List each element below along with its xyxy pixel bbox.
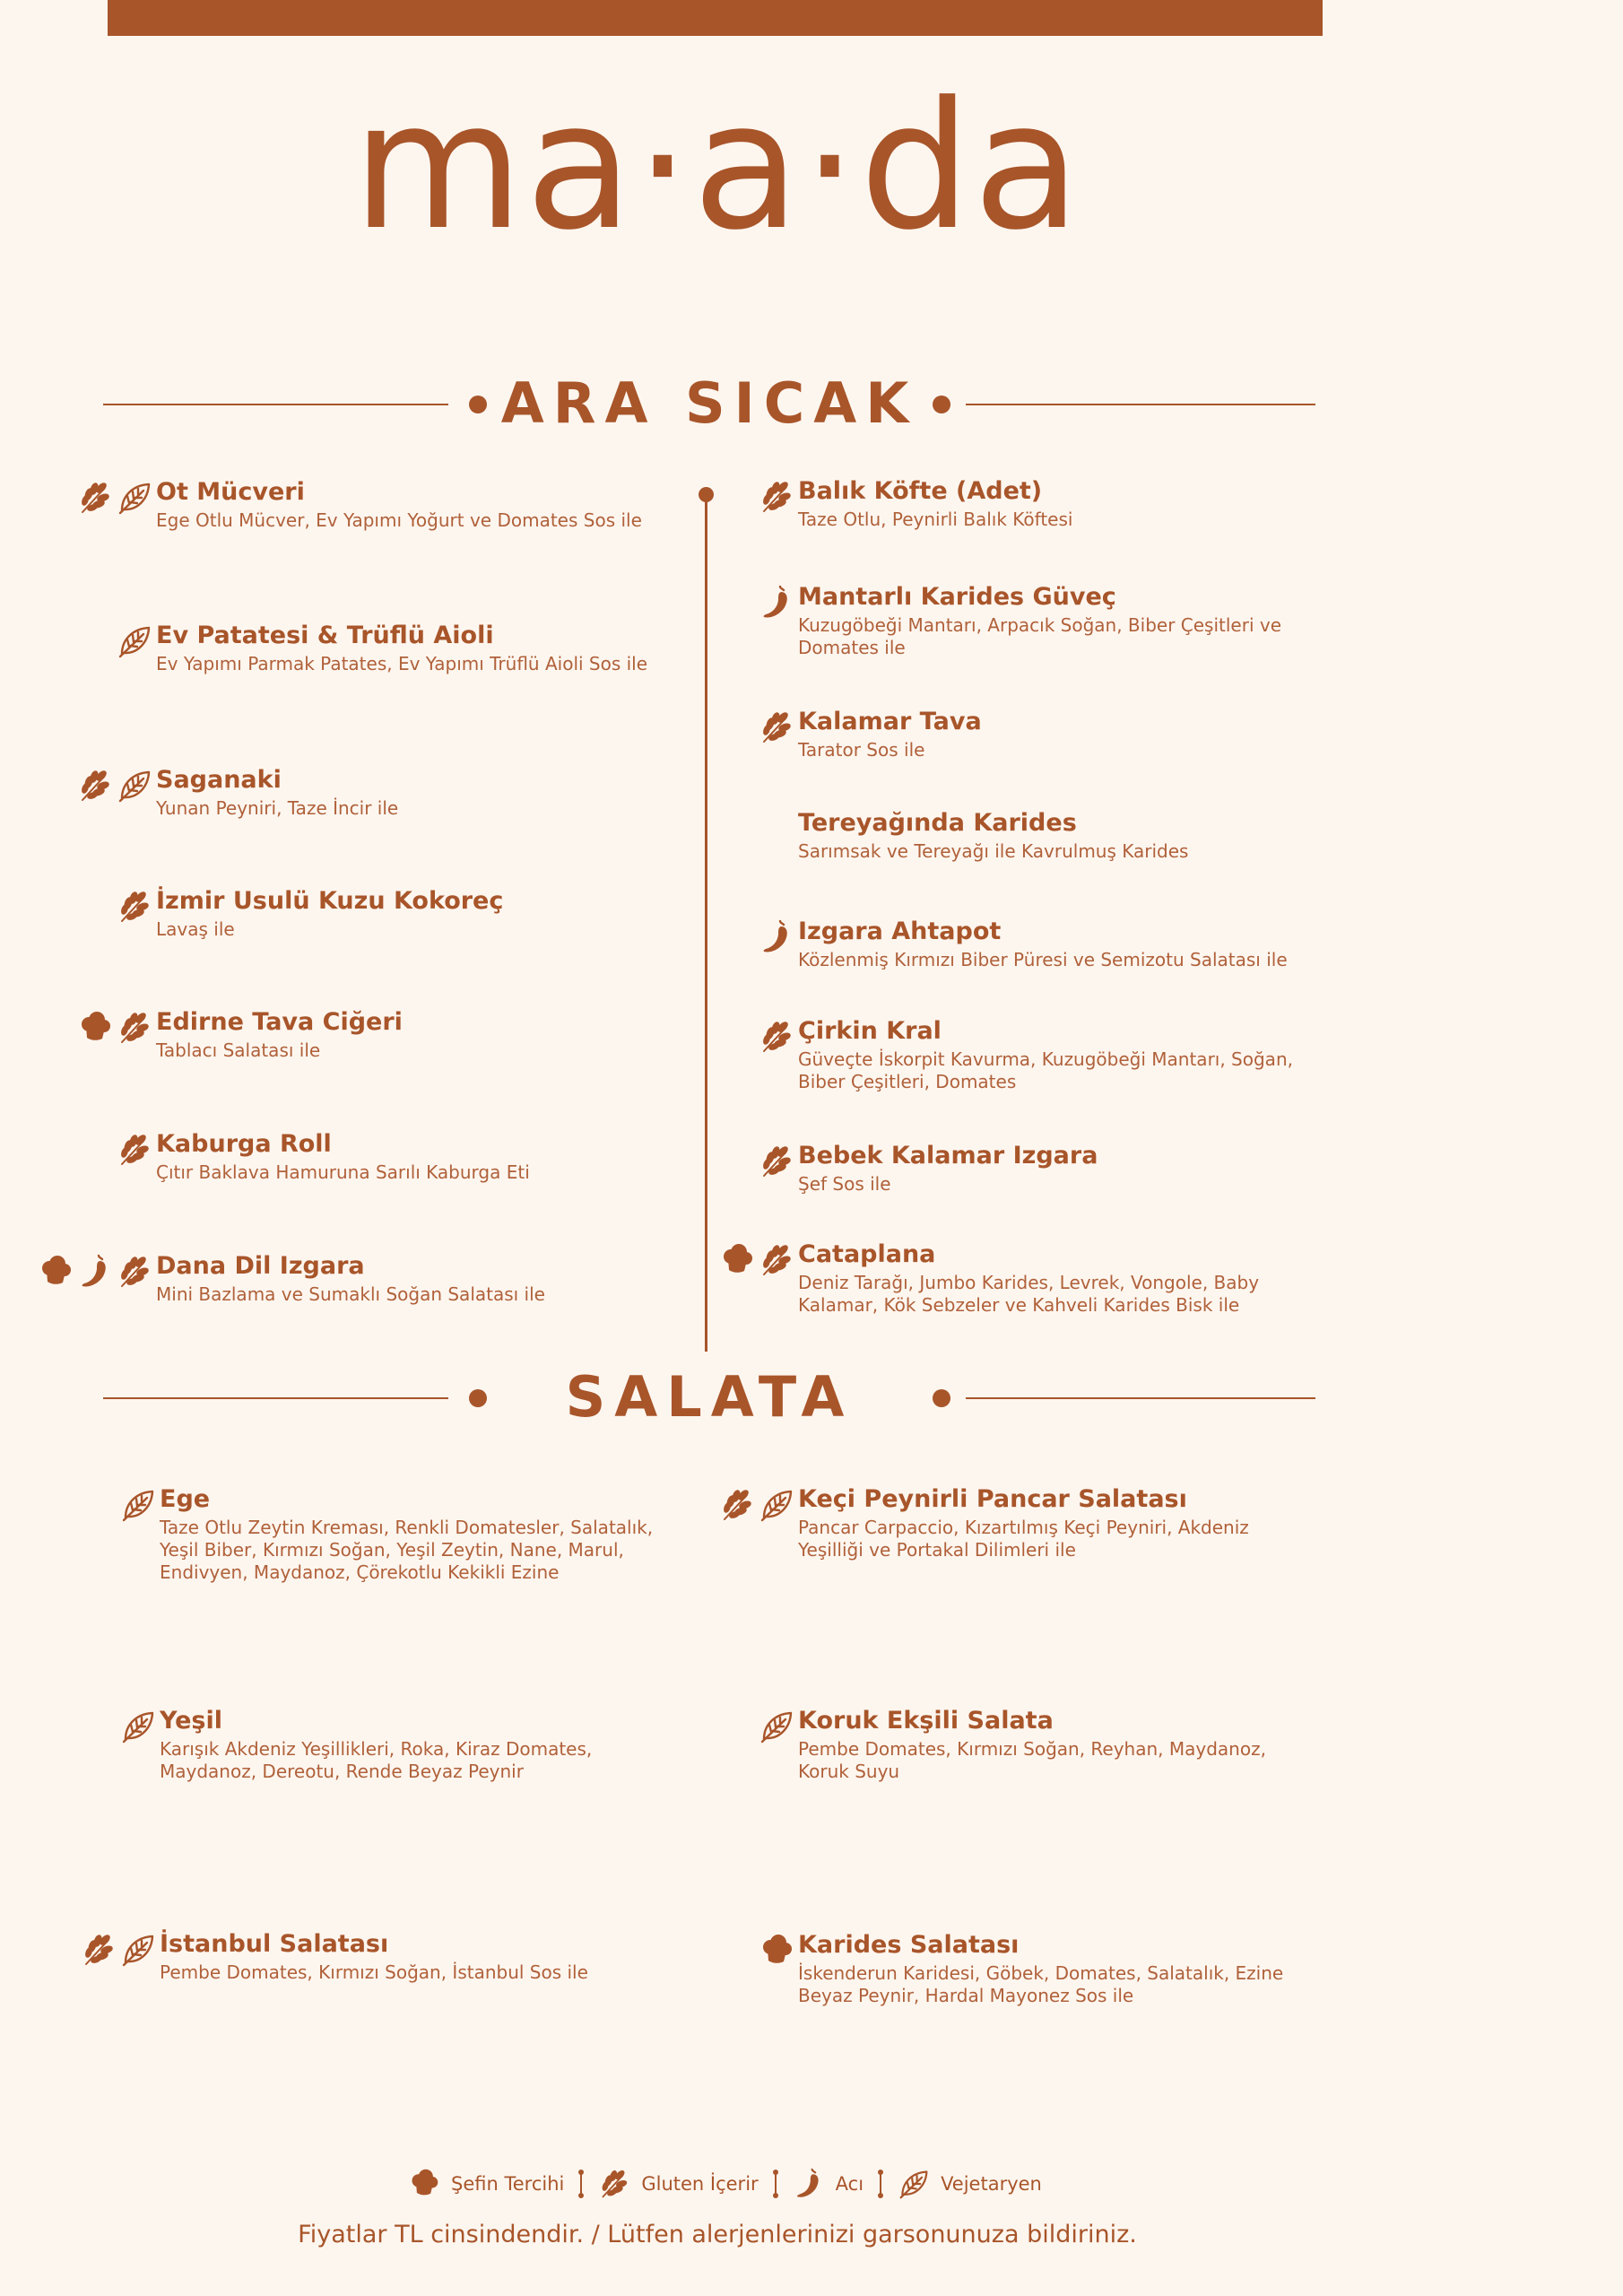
menu-item xyxy=(156,765,658,820)
item-description: Közlenmiş Kırmızı Biber Püresi ve Semizotu Salatası ile xyxy=(798,949,1288,970)
leaf-icon xyxy=(120,1709,156,1744)
item-name: Ege xyxy=(160,1485,211,1513)
item-icons xyxy=(759,1141,798,1182)
item-description: Şef Sos ile xyxy=(798,1173,891,1195)
wheat-icon xyxy=(117,889,152,925)
menu-item xyxy=(798,476,1300,531)
item-icons xyxy=(117,1129,156,1170)
wheat-icon xyxy=(759,1144,794,1179)
item-icons xyxy=(759,1706,798,1747)
item-icons xyxy=(759,707,798,748)
menu-item xyxy=(160,1706,662,1783)
wheat-icon xyxy=(759,1242,794,1278)
legend-separator xyxy=(575,2169,587,2199)
item-name: Balık Köfte (Adet) xyxy=(798,477,1043,505)
divider-line xyxy=(966,404,1315,405)
menu-item xyxy=(156,1129,658,1184)
leaf-icon xyxy=(898,2168,930,2200)
menu-item xyxy=(156,886,658,941)
legend-separator xyxy=(769,2169,782,2199)
menu-item xyxy=(798,1706,1300,1783)
item-description: Kuzugöbeği Mantarı, Arpacık Soğan, Biber Çeşitleri ve Domates ile xyxy=(798,614,1281,658)
menu-item xyxy=(156,621,658,675)
leaf-icon xyxy=(117,480,152,516)
chili-icon xyxy=(759,585,794,621)
item-description: Karışık Akdeniz Yeşillikleri, Roka, Kiraz Domates, Maydanoz, Dereotu, Rende Beyaz Peynir xyxy=(160,1738,593,1782)
chef-hat-icon xyxy=(759,1933,794,1969)
legend-chef-label: Şefin Tercihi xyxy=(451,2173,565,2195)
chili-icon xyxy=(759,919,794,955)
divider-dot xyxy=(933,396,950,413)
chef-hat-icon xyxy=(408,2168,440,2200)
item-description: Deniz Tarağı, Jumbo Karides, Levrek, Vongole, Baby Kalamar, Kök Sebzeler ve Kahveli Karides Bisk ile xyxy=(798,1272,1260,1316)
item-name: Bebek Kalamar Izgara xyxy=(798,1142,1098,1170)
item-name: İzmir Usulü Kuzu Kokoreç xyxy=(156,887,504,915)
menu-item xyxy=(156,1251,658,1306)
menu-item xyxy=(156,1007,658,1062)
leaf-icon xyxy=(120,1487,156,1523)
leaf-icon xyxy=(120,1932,156,1968)
menu-item xyxy=(160,1484,662,1584)
chili-icon xyxy=(77,1254,113,1290)
item-name: Mantarlı Karides Güveç xyxy=(798,583,1116,611)
menu-item xyxy=(798,1141,1300,1196)
legend-separator xyxy=(874,2169,887,2199)
item-icons xyxy=(81,1929,160,1970)
wheat-icon xyxy=(117,1132,152,1168)
section-header-ara-sicak xyxy=(103,370,1315,436)
item-name: Ot Mücveri xyxy=(156,478,305,506)
item-description: Çıtır Baklava Hamuruna Sarılı Kaburga Eti xyxy=(156,1161,530,1183)
item-icons xyxy=(38,1251,156,1292)
brand-logo: ma·a·da xyxy=(352,65,1083,269)
item-name: Çirkin Kral xyxy=(798,1017,942,1045)
menu-item xyxy=(798,1484,1300,1561)
leaf-icon xyxy=(117,623,152,659)
leaf-icon xyxy=(759,1709,794,1744)
item-icons xyxy=(117,621,156,662)
legend-spicy-label: Acı xyxy=(835,2173,864,2195)
item-description: Lavaş ile xyxy=(156,918,235,940)
section-title: SALATA xyxy=(565,1364,854,1430)
item-name: Keçi Peynirli Pancar Salatası xyxy=(798,1485,1187,1513)
wheat-icon xyxy=(759,479,794,515)
item-name: Dana Dil Izgara xyxy=(156,1252,365,1280)
item-description: Pembe Domates, Kırmızı Soğan, İstanbul Sos ile xyxy=(160,1961,588,1983)
item-description: Pembe Domates, Kırmızı Soğan, Reyhan, Maydanoz, Koruk Suyu xyxy=(798,1738,1266,1782)
item-icons xyxy=(759,582,798,623)
wheat-icon xyxy=(598,2168,630,2200)
section-header-salata xyxy=(103,1364,1315,1430)
item-description: Sarımsak ve Tereyağı ile Kavrulmuş Karides xyxy=(798,840,1189,862)
wheat-icon xyxy=(759,709,794,745)
wheat-icon xyxy=(719,1487,755,1523)
top-bar xyxy=(108,0,1323,36)
item-icons xyxy=(719,1239,798,1281)
wheat-icon xyxy=(77,480,113,516)
item-description: Tablacı Salatası ile xyxy=(156,1039,321,1061)
item-description: Ev Yapımı Parmak Patates, Ev Yapımı Trüflü Aioli Sos ile xyxy=(156,653,648,674)
chili-icon xyxy=(793,2168,825,2200)
item-icons xyxy=(719,1484,798,1526)
item-icons xyxy=(120,1484,160,1526)
item-name: Yeşil xyxy=(160,1707,222,1735)
menu-item xyxy=(798,1930,1300,2007)
item-icons xyxy=(120,1706,160,1747)
item-icons xyxy=(759,1016,798,1057)
item-name: Ev Patatesi & Trüflü Aioli xyxy=(156,622,494,649)
menu-item xyxy=(798,1239,1300,1317)
item-name: Izgara Ahtapot xyxy=(798,918,1002,945)
item-name: Tereyağında Karides xyxy=(798,809,1077,837)
item-description: Güveçte İskorpit Kavurma, Kuzugöbeği Mantarı, Soğan, Biber Çeşitleri, Domates xyxy=(798,1048,1293,1092)
item-name: Karides Salatası xyxy=(798,1931,1020,1959)
item-icons xyxy=(77,765,156,806)
chef-hat-icon xyxy=(77,1010,113,1046)
item-description: Pancar Carpaccio, Kızartılmış Keçi Peyniri, Akdeniz Yeşilliği ve Portakal Dilimleri ile xyxy=(798,1517,1249,1561)
legend-veg-label: Vejetaryen xyxy=(941,2173,1042,2195)
item-description: Taze Otlu Zeytin Kreması, Renkli Domatesler, Salatalık, Yeşil Biber, Kırmızı Soğan, Yeşil Zeytin, Nane, Marul, Endivyen, Maydanoz, Çörekotlu Kekikli Ezine xyxy=(160,1517,654,1583)
item-icons xyxy=(77,477,156,518)
item-icons xyxy=(117,886,156,927)
leaf-icon xyxy=(759,1487,794,1523)
item-icons xyxy=(759,917,798,958)
chef-hat-icon xyxy=(38,1254,74,1290)
menu-item xyxy=(798,808,1300,863)
item-description: İskenderun Karidesi, Göbek, Domates, Salatalık, Ezine Beyaz Peynir, Hardal Mayonez Sos ile xyxy=(798,1962,1284,2006)
menu-item xyxy=(798,582,1300,659)
menu-item xyxy=(160,1929,662,1984)
leaf-icon xyxy=(117,768,152,804)
section-title: ARA SICAK xyxy=(500,370,918,436)
divider-dot xyxy=(933,1389,950,1407)
item-name: İstanbul Salatası xyxy=(160,1930,389,1958)
item-icons xyxy=(759,1930,798,1971)
menu-item xyxy=(798,917,1300,971)
column-divider xyxy=(705,495,707,1352)
item-name: Saganaki xyxy=(156,766,282,794)
item-icons xyxy=(759,476,798,517)
wheat-icon xyxy=(77,768,113,804)
item-name: Koruk Ekşili Salata xyxy=(798,1707,1054,1735)
item-name: Cataplana xyxy=(798,1240,936,1268)
menu-item xyxy=(798,1016,1300,1093)
divider-line xyxy=(966,1397,1315,1399)
item-description: Yunan Peyniri, Taze İncir ile xyxy=(156,797,399,819)
item-name: Kaburga Roll xyxy=(156,1130,332,1158)
item-name: Edirne Tava Ciğeri xyxy=(156,1008,403,1036)
item-description: Ege Otlu Mücver, Ev Yapımı Yoğurt ve Domates Sos ile xyxy=(156,509,642,531)
item-description: Tarator Sos ile xyxy=(798,739,925,761)
menu-item xyxy=(156,477,658,532)
wheat-icon xyxy=(117,1010,152,1046)
wheat-icon xyxy=(759,1019,794,1055)
footer-note: Fiyatlar TL cinsindendir. / Lütfen alerjenlerinizi garsonunuza bildiriniz. xyxy=(298,2221,1137,2248)
wheat-icon xyxy=(117,1254,152,1290)
legend-gluten-label: Gluten İçerir xyxy=(641,2173,759,2195)
wheat-icon xyxy=(81,1932,117,1968)
item-icons xyxy=(77,1007,156,1048)
item-description: Mini Bazlama ve Sumaklı Soğan Salatası ile xyxy=(156,1283,545,1305)
menu-item xyxy=(798,707,1300,761)
chef-hat-icon xyxy=(719,1242,755,1278)
item-name: Kalamar Tava xyxy=(798,708,982,735)
allergen-legend xyxy=(408,2161,1042,2206)
item-description: Taze Otlu, Peynirli Balık Köftesi xyxy=(798,509,1073,530)
